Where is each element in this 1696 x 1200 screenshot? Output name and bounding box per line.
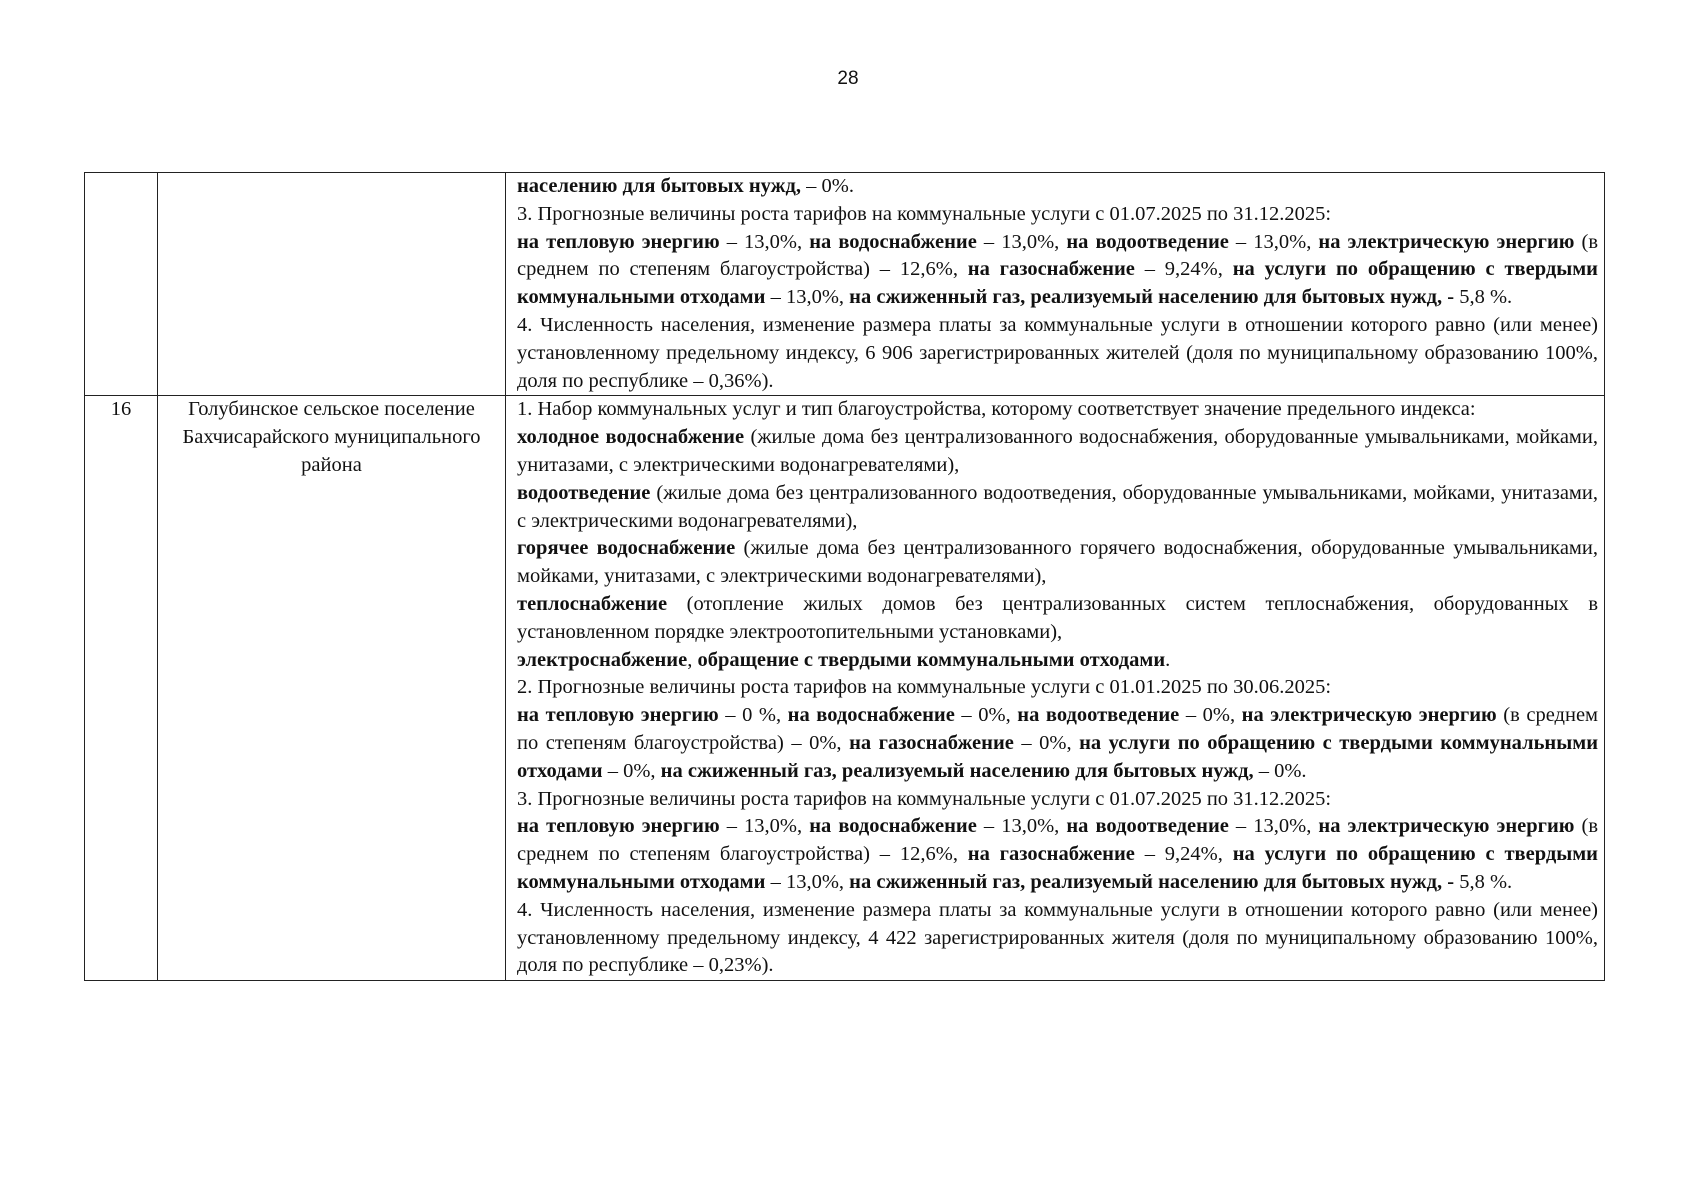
municipality-name-cell: Голубинское сельское поселение Бахчисарайского муниципального района xyxy=(158,396,506,981)
text-run: – 0%, xyxy=(1179,704,1242,727)
paragraph-3-values xyxy=(517,813,1598,896)
bold-text-run: холодное водоснабжение xyxy=(517,426,745,449)
text-run: – 13,0%, xyxy=(1228,230,1319,253)
paragraph-3-heading xyxy=(517,201,1598,229)
text-run: – 9,24%, xyxy=(1134,843,1233,866)
text-run: – 0 %, xyxy=(718,704,788,727)
bold-text-run: на водоотведение xyxy=(1066,230,1229,253)
bold-text-run: на сжиженный газ, реализуемый населению для бытовых нужд, - xyxy=(849,870,1455,893)
text-run: – 0%. xyxy=(801,175,854,197)
text-run: 3. Прогнозные величины роста тарифов на коммунальные услуги с 01.07.2025 по 31.12.2025: xyxy=(517,787,1332,810)
row-number-cell: 16 xyxy=(85,396,158,981)
bold-text-run: на газоснабжение xyxy=(967,843,1135,866)
text-run: 2. Прогнозные величины роста тарифов на коммунальные услуги с 01.01.2025 по 30.06.2025: xyxy=(517,676,1332,699)
text-run: 5,8 %. xyxy=(1454,286,1513,309)
indices-cell xyxy=(506,396,1605,981)
bold-text-run: обращение с твердыми коммунальными отходами xyxy=(697,648,1166,671)
paragraph-1-cold-water xyxy=(517,424,1598,480)
bold-text-run: на тепловую энергию xyxy=(517,815,720,838)
paragraph-2-heading xyxy=(517,674,1598,702)
text-run: – 0%. xyxy=(1253,759,1307,782)
municipality-name-cell xyxy=(158,173,506,396)
text-run: – 13,0%, xyxy=(719,815,810,838)
bold-text-run: на газоснабжение xyxy=(967,258,1135,281)
paragraph-1-heating xyxy=(517,591,1598,647)
bold-text-run: на электрическую энергию xyxy=(1318,230,1575,253)
bold-text-run: на водоотведение xyxy=(1017,704,1180,727)
municipality-tariff-table xyxy=(84,172,1605,981)
text-run: – 13,0%, xyxy=(765,870,850,893)
text-run: (жилые дома без централизованного горячего водоснабжения, оборудованные умывальниками, мойками, унитазами, с электрическими водонагревателями), xyxy=(517,537,1598,588)
text-run: – 13,0%, xyxy=(719,230,810,253)
bold-text-run: населению для бытовых нужд, xyxy=(517,175,802,197)
bold-text-run: на электрическую энергию xyxy=(1318,815,1575,838)
text-run: (жилые дома без централизованного водоотведения, оборудованные умывальниками, мойками, унитазами, с электрическими водонагревателями), xyxy=(517,481,1598,532)
bold-text-run: на водоснабжение xyxy=(809,230,977,253)
paragraph-2-tail xyxy=(517,173,1598,201)
bold-text-run: на электрическую энергию xyxy=(1241,704,1497,727)
text-run: – 0%, xyxy=(954,704,1018,727)
text-run: – 13,0%, xyxy=(765,286,850,309)
text-run: 4. Численность населения, изменение размера платы за коммунальные услуги в отношении которого равно (или менее) установленному предельному индексу, 4 422 зарегистрированных жителя (доля по муниципальному образованию 100%, доля по республике – 0,23%). xyxy=(517,898,1598,977)
paragraph-4-population xyxy=(517,312,1598,395)
indices-cell xyxy=(506,173,1605,396)
text-run: , xyxy=(687,648,698,671)
text-run: – 13,0%, xyxy=(976,230,1067,253)
text-run: (отопление жилых домов без централизованных систем теплоснабжения, оборудованных в установленном порядке электроотопительными установками), xyxy=(517,592,1598,643)
bold-text-run: на газоснабжение xyxy=(849,731,1014,754)
bold-text-run: на услуги по обращению с твердыми коммунальными отходами xyxy=(517,731,1599,782)
text-run: – 0%, xyxy=(602,759,661,782)
bold-text-run: на сжиженный газ, реализуемый населению для бытовых нужд, - xyxy=(849,286,1455,309)
text-run: – 13,0%, xyxy=(976,815,1067,838)
bold-text-run: водоотведение xyxy=(517,481,651,504)
page-number: 28 xyxy=(837,68,859,89)
paragraph-1-electricity xyxy=(517,647,1598,675)
text-run: (в среднем по степеням благоустройства) – 12,6%, xyxy=(517,815,1598,866)
text-run: (жилые дома без централизованного водоснабжения, оборудованные умывальниками, мойками, унитазами, с электрическими водонагревателями), xyxy=(517,426,1598,476)
bold-text-run: электроснабжение xyxy=(517,648,688,671)
bold-text-run: на тепловую энергию xyxy=(517,230,720,253)
bold-text-run: горячее водоснабжение xyxy=(517,537,736,560)
bold-text-run: на водоснабжение xyxy=(809,815,977,838)
paragraph-1-drainage xyxy=(517,480,1598,536)
text-run: 4. Численность населения, изменение размера платы за коммунальные услуги в отношении которого равно (или менее) установленному предельному индексу, 6 906 зарегистрированных жителей (доля по муниципальному образованию 100%, доля по республике – 0,36%). xyxy=(517,313,1598,392)
text-run: 3. Прогнозные величины роста тарифов на коммунальные услуги с 01.07.2025 по 31.12.2025: xyxy=(517,202,1332,225)
text-run: . xyxy=(1165,648,1171,671)
paragraph-4-population xyxy=(517,897,1598,980)
paragraph-2-values xyxy=(517,702,1598,785)
bold-text-run: на услуги по обращению с твердыми коммунальными отходами xyxy=(517,258,1598,309)
bold-text-run: на сжиженный газ, реализуемый населению для бытовых нужд, xyxy=(660,759,1254,782)
paragraph-1-hot-water xyxy=(517,535,1598,591)
text-run: – 0%, xyxy=(1013,731,1080,754)
bold-text-run: теплоснабжение xyxy=(517,592,668,615)
bold-text-run: на водоснабжение xyxy=(787,704,955,727)
text-run: 5,8 %. xyxy=(1454,870,1513,893)
text-run: – 13,0%, xyxy=(1228,815,1319,838)
text-run: (в среднем по степеням благоустройства) – 0%, xyxy=(517,704,1599,754)
text-run: 1. Набор коммунальных услуг и тип благоустройства, которому соответствует значение предельного индекса: xyxy=(517,398,1476,421)
row-number-cell xyxy=(85,173,158,396)
paragraph-3-values xyxy=(517,229,1598,312)
text-run: (в среднем по степеням благоустройства) – 12,6%, xyxy=(517,230,1598,281)
paragraph-3-heading xyxy=(517,786,1598,814)
bold-text-run: на услуги по обращению с твердыми коммунальными отходами xyxy=(517,843,1598,893)
text-run: – 9,24%, xyxy=(1134,258,1233,281)
table-row-continued xyxy=(85,173,1605,396)
bold-text-run: на тепловую энергию xyxy=(517,704,719,727)
bold-text-run: на водоотведение xyxy=(1066,815,1229,838)
paragraph-1-heading xyxy=(517,396,1598,424)
table-row-16 xyxy=(85,396,1605,981)
